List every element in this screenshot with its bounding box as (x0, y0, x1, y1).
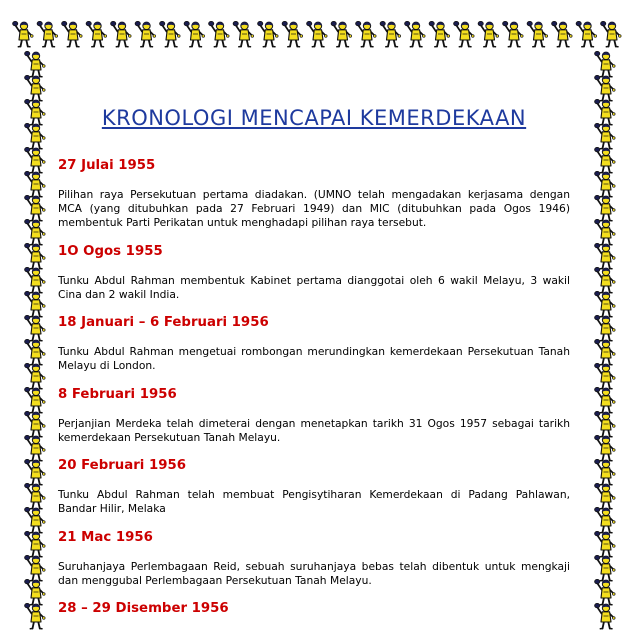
waving-child-icon (595, 603, 616, 628)
waving-child-icon (405, 21, 426, 46)
description-line: Tunku Abdul Rahman mengetuai rombongan merundingkan kemerdekaan Persekutuan Tanah (58, 345, 570, 358)
waving-child-icon (25, 531, 45, 556)
waving-child-icon (13, 21, 33, 46)
waving-child-icon (595, 219, 616, 244)
waving-child-icon (595, 75, 616, 100)
waving-child-icon (184, 21, 205, 46)
waving-child-icon (595, 195, 616, 220)
entry-date: 27 Julai 1955 (58, 158, 156, 173)
waving-child-icon (595, 123, 616, 148)
waving-child-icon (595, 483, 616, 508)
waving-child-icon (209, 21, 230, 46)
waving-child-icon (25, 555, 45, 580)
waving-child-icon (37, 21, 58, 46)
waving-child-icon (25, 75, 45, 100)
waving-child-icon (307, 21, 328, 46)
waving-child-icon (25, 219, 45, 244)
waving-child-icon (25, 363, 45, 388)
waving-child-icon (25, 51, 45, 76)
waving-child-icon (595, 147, 616, 172)
waving-child-icon (25, 435, 45, 460)
waving-child-icon (527, 21, 548, 46)
waving-child-icon (25, 603, 45, 628)
waving-child-icon (86, 21, 107, 46)
waving-child-icon (25, 339, 45, 364)
waving-child-icon (25, 123, 45, 148)
waving-child-icon (595, 99, 616, 124)
timeline-entry (58, 314, 570, 373)
timeline-entry (58, 529, 570, 588)
description-line: membentuk Parti Perikatan untuk menghadapi pilihan raya tersebut. (58, 216, 427, 229)
waving-child-icon (356, 21, 377, 46)
timeline-entry (58, 386, 570, 445)
waving-child-icon (25, 459, 45, 484)
waving-child-icon (258, 21, 279, 46)
description-line: Suruhanjaya Perlembagaan Reid, sebuah suruhanjaya bebas telah dibentuk untuk mengkaji (58, 559, 570, 573)
description-line: MCA (yang ditubuhkan pada 27 Februari 1949) dan MIC (ditubuhkan pada Ogos 1946) (58, 202, 570, 215)
entry-description (58, 345, 570, 373)
timeline-entry (58, 600, 570, 618)
description-line: Pilihan raya Persekutuan pertama diadakan. (UMNO telah mengadakan kerjasama dengan (58, 188, 570, 201)
waving-child-icon (576, 21, 597, 46)
waving-child-icon (595, 171, 616, 196)
entry-date: 20 Februari 1956 (58, 458, 186, 473)
description-line: Cina dan 2 wakil India. (58, 287, 180, 301)
entry-date: 8 Februari 1956 (58, 386, 177, 402)
waving-child-icon (595, 51, 616, 76)
entry-date: 21 Mac 1956 (58, 529, 153, 545)
waving-child-icon (595, 435, 616, 460)
timeline-entry (58, 457, 570, 516)
waving-child-icon (595, 531, 616, 556)
waving-child-icon (331, 21, 352, 46)
waving-child-icon (595, 363, 616, 388)
waving-child-icon (25, 507, 45, 532)
timeline-entry (58, 243, 570, 302)
waving-child-icon (135, 21, 156, 46)
waving-child-icon (25, 171, 45, 196)
waving-child-icon (25, 483, 45, 508)
entry-description (58, 417, 570, 445)
waving-child-icon (595, 267, 616, 292)
waving-child-icon (25, 411, 45, 436)
waving-child-icon (595, 387, 616, 412)
chronology-content (58, 106, 570, 631)
waving-child-icon (111, 21, 132, 46)
waving-child-icon (25, 315, 45, 340)
waving-child-icon (595, 315, 616, 340)
waving-child-icon (25, 579, 45, 604)
waving-child-icon (595, 339, 616, 364)
entry-description (58, 488, 570, 516)
waving-child-icon (25, 99, 45, 124)
waving-child-icon (282, 21, 303, 46)
description-line: Bandar Hilir, Melaka (58, 502, 166, 515)
waving-child-icon (25, 387, 45, 412)
waving-child-icon (595, 507, 616, 532)
waving-child-icon (503, 21, 523, 46)
waving-child-icon (25, 291, 45, 316)
entry-date: 28 – 29 Disember 1956 (58, 601, 229, 616)
entry-description (58, 188, 570, 230)
waving-child-icon (160, 21, 181, 46)
waving-child-icon (429, 21, 450, 46)
description-line: dan menggubal Perlembagaan Persekutuan Tanah Melayu. (58, 573, 372, 587)
waving-child-icon (601, 21, 622, 46)
description-line: Perjanjian Merdeka telah dimeterai dengan menetapkan tarikh 31 Ogos 1957 sebagai tarikh (58, 416, 570, 430)
waving-child-icon (595, 243, 616, 268)
page-title: KRONOLOGI MENCAPAI KEMERDEKAAN (101, 106, 527, 130)
timeline-entry (58, 157, 570, 230)
entry-date: 18 Januari – 6 Februari 1956 (58, 315, 269, 330)
entry-description (58, 274, 570, 302)
waving-child-icon (454, 21, 475, 46)
waving-child-icon (595, 291, 616, 316)
waving-child-icon (25, 267, 45, 292)
waving-child-icon (25, 243, 45, 268)
description-line: Tunku Abdul Rahman telah membuat Pengisytiharan Kemerdekaan di Padang Pahlawan, (58, 488, 570, 501)
waving-child-icon (233, 21, 254, 46)
waving-child-icon (478, 21, 499, 46)
waving-child-icon (595, 411, 616, 436)
waving-child-icon (552, 21, 573, 46)
waving-child-icon (25, 195, 45, 220)
description-line: Melayu di London. (58, 359, 156, 372)
description-line: kemerdekaan Persekutuan Tanah Melayu. (58, 430, 281, 444)
entry-date: 1O Ogos 1955 (58, 243, 163, 259)
waving-child-icon (25, 147, 45, 172)
waving-child-icon (380, 21, 401, 46)
waving-child-icon (62, 21, 83, 46)
waving-child-icon (595, 459, 616, 484)
entry-description (58, 560, 570, 588)
waving-child-icon (595, 579, 616, 604)
description-line: Tunku Abdul Rahman membentuk Kabinet pertama dianggotai oleh 6 wakil Melayu, 3 wakil (58, 273, 570, 287)
waving-child-icon (595, 555, 616, 580)
